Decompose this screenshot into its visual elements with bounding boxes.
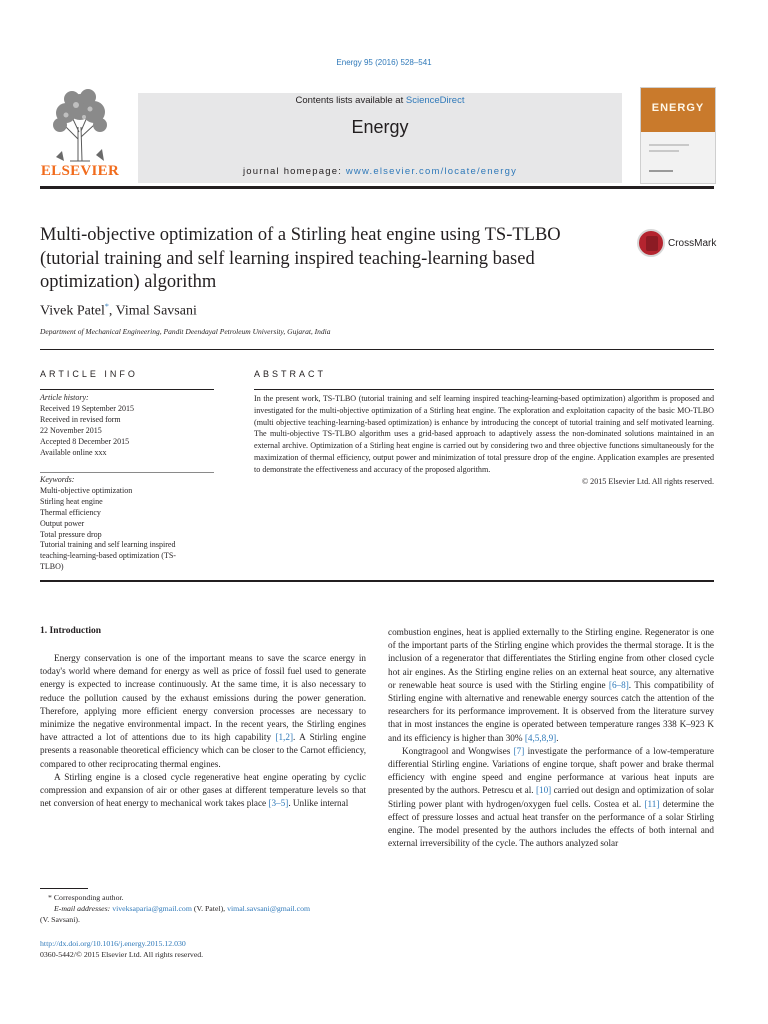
contents-prefix: Contents lists available at: [295, 95, 406, 106]
crossmark-bookmark-icon: [646, 236, 658, 251]
divider: [40, 580, 714, 582]
article-info-heading: ARTICLE INFO: [40, 369, 138, 379]
elsevier-tree-icon: [48, 87, 112, 163]
contents-line: [138, 95, 622, 106]
history-item: Received in revised form: [40, 414, 121, 424]
history-item: Available online xxx: [40, 447, 107, 457]
corresponding-author-note: * Corresponding author.: [48, 893, 124, 902]
author-separator: ,: [108, 303, 116, 319]
sciencedirect-link[interactable]: ScienceDirect: [405, 95, 465, 106]
reference-link[interactable]: [10]: [535, 785, 552, 796]
history-item: Accepted 8 December 2015: [40, 436, 130, 446]
journal-title: Energy: [351, 117, 409, 137]
abstract-body: [254, 393, 714, 487]
history-item: Received 19 September 2015: [40, 403, 134, 413]
divider: [40, 472, 214, 473]
cover-decoration: [649, 170, 673, 172]
cover-decoration: [649, 144, 689, 146]
abstract-heading: ABSTRACT: [254, 369, 327, 379]
article-history: [40, 393, 230, 458]
keyword: Tutorial training and self learning inspired: [40, 540, 176, 550]
cover-word: ENERGY: [651, 102, 705, 114]
reference-link[interactable]: [7]: [513, 745, 525, 756]
right-column: [388, 626, 714, 850]
paragraph: A Stirling engine is a closed cycle regenerative heat engine operating by cyclic compression and expansion of air or other gases at different temperature levels so that net conversion of heat energy to mechanical work takes place [3–5]. Unlike internal: [40, 771, 366, 809]
keyword: Thermal efficiency: [40, 507, 101, 517]
crossmark-label: CrossMark: [668, 238, 717, 249]
email-link[interactable]: viveksaparia@gmail.com: [112, 904, 192, 913]
keywords-label: Keywords:: [40, 475, 75, 484]
abstract-text: In the present work, TS-TLBO (tutorial training and self learning inspired teaching-learning-based optimization) algorithm is proposed and investigated for the multi-objective optimization of a Stirling heat engine. The exploration and exploitation capacity of the basic MO-TLBO (multi objective teaching-learning-based optimization) is enhance by introducing the concept of tutorial training and self motivated learning. The multi-objective TS-TLBO algorithm uses a grid-based approach to adaptively assess the non-dominated solutions maintained in an external archive. Optimization of a Stirling heat engine is carried out by considering two and three objective functions simultaneously for the maximization of thermal efficiency, output power and minimization of total pressure drop of the engine. Application examples are presented to demonstrate the effectiveness and accuracy of the proposed algorithm.: [254, 394, 714, 474]
reference-link[interactable]: [3–5]: [268, 798, 289, 809]
doi-link[interactable]: http://dx.doi.org/10.1016/j.energy.2015.12.030: [40, 939, 186, 948]
affiliation: Department of Mechanical Engineering, Pandit Deendayal Petroleum University, Gujarat, India: [40, 327, 331, 336]
email-line-cont: (V. Savsani).: [40, 915, 80, 924]
corresponding-author-mark[interactable]: *: [104, 302, 109, 311]
crossmark-badge[interactable]: [637, 229, 717, 259]
homepage-link[interactable]: www.elsevier.com/locate/energy: [345, 166, 518, 177]
divider: [40, 389, 214, 390]
email-line: E-mail addresses: viveksaparia@gmail.com (V. Patel), vimal.savsani@gmail.com: [54, 904, 311, 913]
history-label: Article history:: [40, 393, 89, 402]
keyword: Output power: [40, 518, 85, 528]
footnote-rule: [40, 888, 88, 889]
keyword: Total pressure drop: [40, 529, 102, 539]
keyword: Multi-objective optimization: [40, 485, 133, 495]
email-link[interactable]: vimal.savsani@gmail.com: [227, 904, 311, 913]
elsevier-logo[interactable]: [40, 87, 120, 182]
keyword: teaching-learning-based optimization (TS-: [40, 551, 176, 561]
section-heading: 1. Introduction: [40, 626, 102, 636]
paragraph: Energy conservation is one of the important means to save the scarce energy in today's world where demand for energy as well as price of fossil fuel used to generate energy is expected to increase continuously. At the same time, it is also necessary to reduce the pollution caused by the exhaust emissions during the power generation. Therefore, applying more efficient energy conversion processes are necessary to minimize the negative environmental impact. In the recent years, the Stirling engines have attracted a lot of attentions due to its high capability [1,2]. A Stirling engine presents a reasonable theoretical efficiency which can be closer to the Carnot efficiency, compared to other reciprocating thermal engines.: [40, 653, 366, 769]
divider: [254, 389, 714, 390]
journal-masthead: [138, 93, 622, 183]
reference-link[interactable]: [1,2]: [275, 732, 294, 743]
reference-link[interactable]: [4,5,8,9]: [524, 732, 557, 743]
keywords: [40, 475, 230, 573]
cover-banner: [641, 88, 715, 132]
reference-link[interactable]: [6–8]: [608, 679, 629, 690]
footnote: [40, 892, 374, 925]
issn-line: 0360-5442/© 2015 Elsevier Ltd. All rights reserved.: [40, 950, 204, 959]
journal-cover-image[interactable]: [640, 87, 716, 184]
paragraph: Kongtragool and Wongwises [7] investigate the performance of a low-temperature differential Stirling engine. Variations of engine torque, shaft power and brake thermal efficiency with engine speed and engine performance at various heat inputs are presented by the authors. Petrescu et al. [10] carried out design and optimization of solar Stirling power plant with hydrogen/oxygen fuel cells. Costea et al. [11] determine the effect of pressure losses and actual heat transfer on the performance of a solar Stirling engine. The model presented by the authors includes the effects of both internal and external irreversibility of the cycle. The authors analyzed solar: [388, 745, 714, 849]
journal-citation[interactable]: Energy 95 (2016) 528–541: [336, 58, 432, 67]
author-list: [40, 302, 197, 320]
paragraph: combustion engines, heat is applied externally to the Stirling engine. Regenerator is one of the important parts of the Stirling engine which provides the thermal storage. It is the inclusion of a regenerator that differentiates the Stirling engine from other closed cycle hot air engines. As the Stirling engine relies on an external heat source, any alternative or renewable heat source is used with the Stirling engine [6–8]. This compatibility of Stirling engine with alternative and renewable energy sources catch the attention of the researchers for its performance improvement. It is observed from the literature survey that in most instances the engine is operated between temperature ranges 338 K–923 K and its efficiency is higher than 30% [4,5,8,9].: [388, 627, 714, 743]
homepage-prefix: journal homepage:: [242, 166, 346, 177]
keyword: TLBO): [40, 562, 64, 572]
keyword: Stirling heat engine: [40, 496, 103, 506]
history-item: 22 November 2015: [40, 425, 102, 435]
masthead-rule: [40, 186, 714, 189]
author-name: Vivek Patel: [40, 303, 105, 319]
author-name: Vimal Savsani: [115, 303, 197, 319]
abstract-copyright: © 2015 Elsevier Ltd. All rights reserved.: [581, 476, 714, 486]
reference-link[interactable]: [11]: [644, 798, 660, 809]
doi-block: [40, 938, 203, 960]
article-title: Multi-objective optimization of a Stirling heat engine using TS-TLBO (tutorial training and self learning inspired teaching-learning based optimization) algorithm: [40, 225, 561, 292]
homepage-line: [138, 166, 622, 177]
crossmark-icon: [637, 229, 665, 257]
publisher-name: ELSEVIER: [40, 163, 120, 179]
divider: [40, 349, 714, 350]
left-column: [40, 652, 366, 810]
cover-decoration: [649, 150, 679, 152]
